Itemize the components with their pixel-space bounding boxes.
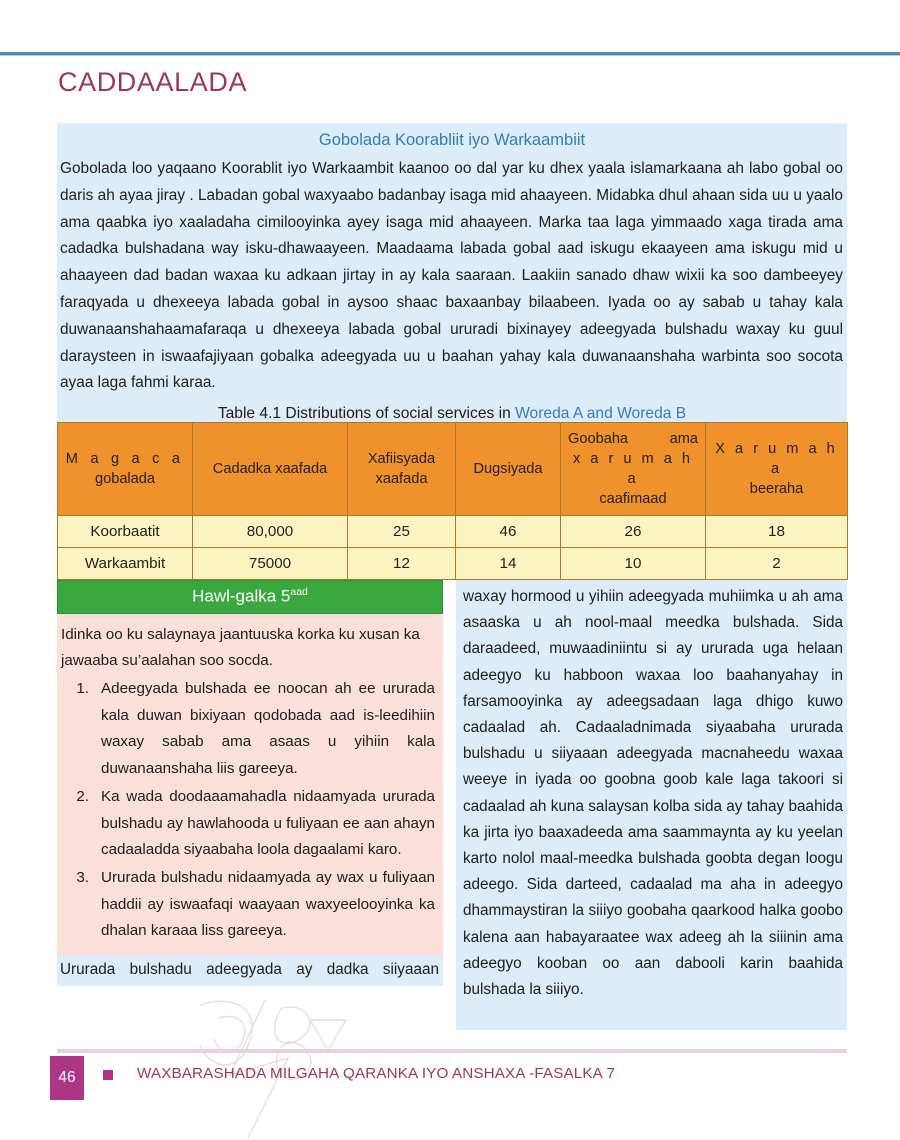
- question-text: Ururada bulshadu nidaamyada ay wax u fuliyaan haddii ay iswaafaqi waayaan waxyeelooyinka ka dhalan karaaa liss gareeya.: [101, 869, 435, 940]
- table-header-cell-health: [561, 423, 706, 516]
- reading-body: [57, 156, 847, 397]
- table-header-cell-region: [58, 423, 193, 516]
- page-title: CADDAALADA: [58, 67, 248, 97]
- activity-banner-ordinal: aad: [290, 586, 308, 598]
- table-cell-region-name: Warkaambit: [58, 548, 193, 580]
- table-cell-offices: 25: [348, 516, 456, 548]
- header-line-2: xaafada: [375, 471, 428, 487]
- table-cell-health: 26: [561, 516, 706, 548]
- header-line-1: Xafiisyada: [367, 451, 436, 467]
- list-item: [61, 784, 435, 863]
- header-line-1: X a r u m a h a: [715, 441, 838, 477]
- table-header-row: [58, 423, 848, 516]
- header-line-1: M a g a c a: [65, 451, 185, 467]
- table-header-cell-agriculture: [706, 423, 848, 516]
- table-row: [58, 548, 848, 580]
- header-rule-shadow: [0, 55, 900, 56]
- social-services-table: [57, 422, 848, 580]
- table-cell-agriculture: 2: [706, 548, 848, 580]
- table-cell-schools: 46: [456, 516, 561, 548]
- square-bullet-icon: [103, 1070, 113, 1080]
- question-text: Adeegyada bulshada ee noocan ah ee ururada kala duwan bixiyaan qodobada aad is-leedihiin waxay sabab ama asaas u yihiin kala duwanaanshaha liis gareeya.: [101, 680, 435, 777]
- right-column-text-box: [456, 580, 847, 1030]
- question-number: 1.: [76, 680, 89, 698]
- header-line-3: caafimaad: [599, 491, 667, 507]
- table-header-cell-population: Cadadka xaafada: [193, 423, 348, 516]
- activity-column: [57, 580, 443, 986]
- table-caption-highlight: Woreda A and Woreda B: [515, 405, 687, 423]
- table-cell-region-name: Koorbaatit: [58, 516, 193, 548]
- reading-heading: Gobolada Koorabliit iyo Warkaambiit: [318, 131, 586, 149]
- activity-intro: Idinka oo ku salaynaya jaantuuska korka ku xusan ka jawaaba su’aalahan soo socda.: [61, 625, 420, 670]
- page-number-badge: 46: [50, 1056, 84, 1100]
- activity-banner: [57, 580, 443, 614]
- table-cell-population: 75000: [193, 548, 348, 580]
- table-cell-schools: 14: [456, 548, 561, 580]
- question-number: 3.: [76, 869, 89, 887]
- footer-book-title: WAXBARASHADA MILGAHA QARANKA IYO ANSHAXA -FASALKA 7: [137, 1065, 616, 1082]
- activity-banner-label: Hawl-galka 5: [192, 586, 291, 606]
- header-line-2: gobalada: [94, 471, 156, 487]
- header-line-2: x a r u m a h a: [572, 451, 694, 487]
- header-line-1: Goobaha ama: [568, 431, 698, 447]
- right-column-paragraph: waxay hormood u yihiin adeegyada muhiimka u ah ama asaaska u ah nool-maal meedka bulshada. Sida daraadeed, muwaadiniintu si ay ururada uga helaan adeegyo ku habboon waxaa loo baahanyahay in farsamooyinka ay adeegsadaan laga dhigo kuwo cadaalad ah. Cadaaladnimada siyaabaha ururada bulshadu u siiyaaan adeegyada macnaheedu waxaa weeye in iyada oo goobna goob kale laga takoori si cadaalad ah kuna salaysan kolba sida ay tahay baahida ka jirta iyo baaxadeeda ama saammaynta ay ku yeelan karto nolol maal-meedka bulshada goobta degan loogu adeego. Sida darteed, cadaalad ma aha in adeegyo dhammaystiran la siiiyo goobaha qaarkood halka goobo kalena aan habayaraatee wax adeeg ah la siiinin ama adeegyo kooban oo aan dabooli karin baahida bulshada la siiiyo.: [463, 588, 843, 999]
- list-item: [61, 676, 435, 782]
- table-header-cell-schools: Dugsiyada: [456, 423, 561, 516]
- table-cell-agriculture: 18: [706, 516, 848, 548]
- activity-body: [57, 614, 443, 955]
- reading-passage-box: [57, 123, 847, 435]
- table-cell-health: 10: [561, 548, 706, 580]
- left-column-continuation-text: Ururada bulshadu adeegyada ay dadka siiyaaan: [57, 955, 443, 986]
- reading-paragraph: Gobolada loo yaqaano Koorablit iyo Warkaambit kaanoo oo dal yar ku dhex yaala islamarkaana ah labo gobal oo daris ah ayaa jiray . Labadan gobal waxyaabo badanbay isaga mid ahaayeen. Midabka dhul ahaan sida uu u yaalo ama qaabka iyo xaaladaha cimilooyinka ayey isaga mid ahaayeen. Marka taa laga yimmaado xaga tirada ama cadadka bulshadana way isku-dhawaayeen. Maadaama labada gobal aad iskugu ekaayeen ama iskugu mid u ahaayeen dad badan waxaa ku adkaan jirtay in ay kala saaraan. Laakiin sanado dhaw wixii ka soo dambeeyey faraqyada u dhexeeya labada gobal in aysoo shaac baxaanbay bilaabeen. Iyada oo ay sabab u tahay kala duwanaanshahaamafaraqa u dhexeeya labada gobal ururadi bixinayey adeegyada bulshadu waxay ku guul daraysteen in iswaafajiyaan gobalka adeegyada uu u baahan yahay kala duwanaanshaha warbinta soo socota ayaa laga fahmi karaa.: [60, 160, 843, 392]
- table-header-cell-offices: [348, 423, 456, 516]
- list-item: [61, 865, 435, 944]
- lower-two-column-area: [57, 580, 847, 1030]
- table-cell-population: 80,000: [193, 516, 348, 548]
- table-caption-plain: Table 4.1 Distributions of social services in: [217, 405, 516, 423]
- header-line-2: beeraha: [749, 481, 804, 497]
- footer-divider: [57, 1049, 847, 1053]
- question-text: Ka wada doodaaamahadla nidaamyada ururada bulshadu ay hawlahooda u fuliyaan ee aan ahayn cadaaladda siyaabaha loola dagaalami karo.: [101, 788, 435, 858]
- table-cell-offices: 12: [348, 548, 456, 580]
- question-number: 2.: [76, 788, 89, 806]
- activity-question-list: [61, 676, 435, 944]
- table-row: [58, 516, 848, 548]
